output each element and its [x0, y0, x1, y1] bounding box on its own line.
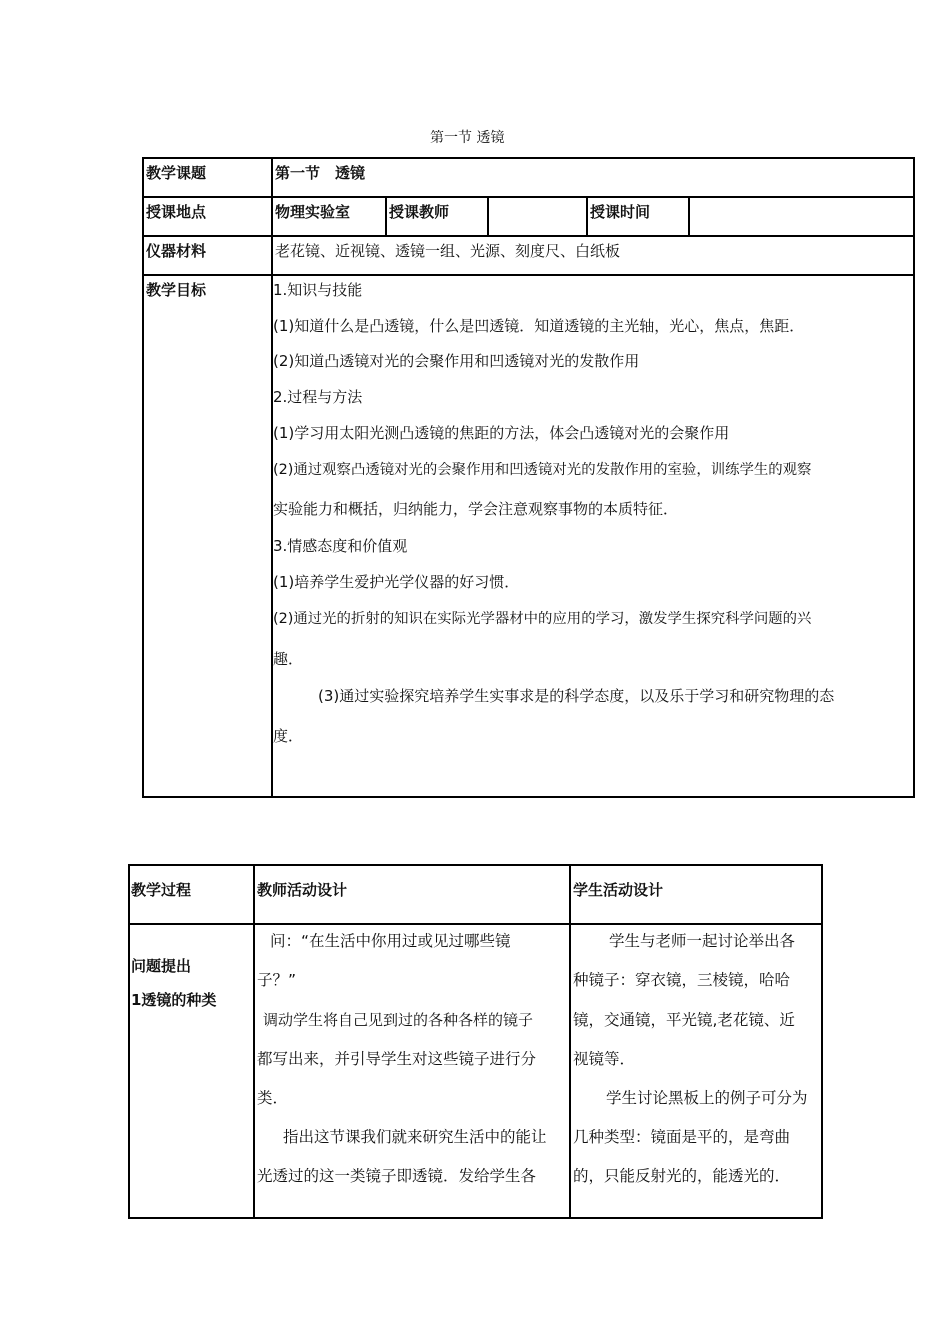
goal-line: 度．: [273, 727, 304, 745]
goal-line: (2)知道凸透镜对光的会聚作用和凹透镜对光的发散作用: [273, 352, 640, 370]
goal-line: 实验能力和概括，归纳能力，学会注意观察事物的本质特征．: [273, 500, 679, 518]
topic-value: 第一节 透镜: [275, 164, 366, 182]
table-border: [128, 1217, 823, 1219]
student-line: 几种类型：镜面是平的，是弯曲: [573, 1128, 791, 1146]
goal-line: (2)通过光的折射的知识在实际光学器材中的应用的学习，激发学生探究科学问题的兴: [273, 611, 812, 627]
materials-value: 老花镜、近视镜、透镜一组、光源、刻度尺、白纸板: [275, 242, 621, 260]
goal-line: (1)学习用太阳光测凸透镜的焦距的方法，体会凸透镜对光的会聚作用: [273, 424, 730, 442]
materials-label: 仪器材料: [146, 242, 207, 260]
student-line: 学生讨论黑板上的例子可分为: [606, 1089, 808, 1107]
teacher-line: 光透过的这一类镜子即透镜．发给学生各: [257, 1167, 537, 1185]
table-border: [142, 235, 915, 237]
table-border: [253, 864, 255, 1219]
table-border: [142, 196, 915, 198]
table-border: [128, 864, 823, 866]
header-teacher-activity: 教师活动设计: [257, 881, 348, 899]
goal-line: (2)通过观察凸透镜对光的会聚作用和凹透镜对光的发散作用的室验，训练学生的观察: [273, 462, 812, 478]
teacher-line: 指出这节课我们就来研究生活中的能让: [283, 1128, 547, 1146]
student-line: 种镜子：穿衣镜，三棱镜，哈哈: [573, 971, 791, 989]
student-line: 的，只能反射光的，能透光的．: [573, 1167, 791, 1185]
stage-subtitle: 1透镜的种类: [131, 991, 217, 1009]
teacher-line: 子？”: [257, 971, 297, 989]
goal-line: 趣．: [273, 650, 304, 668]
teacher-line: 问：“在生活中你用过或见过哪些镜: [270, 932, 511, 950]
table-border: [913, 157, 915, 798]
student-line: 视镜等．: [573, 1050, 636, 1068]
table-border: [385, 196, 387, 236]
goal-line: (3)通过实验探究培养学生实事求是的科学态度，以及乐于学习和研究物理的态: [318, 687, 835, 705]
teacher-line: 都写出来，并引导学生对这些镜子进行分: [257, 1050, 537, 1068]
goal-line: (1)培养学生爱护光学仪器的好习惯．: [273, 573, 520, 591]
teacher-line: 类．: [257, 1089, 289, 1107]
table-border: [142, 796, 915, 798]
table-border: [586, 196, 588, 236]
table-border: [142, 157, 144, 798]
student-line: 学生与老师一起讨论举出各: [609, 932, 796, 950]
goals-label: 教学目标: [146, 281, 207, 299]
document-title: 第一节 透镜: [430, 130, 505, 146]
teacher-line: 调动学生将自己见到过的各种各样的镜子: [263, 1011, 534, 1029]
teacher-label: 授课教师: [389, 203, 450, 221]
table-border: [128, 923, 823, 925]
header-process: 教学过程: [131, 881, 192, 899]
table-border: [688, 196, 690, 236]
time-label: 授课时间: [590, 203, 651, 221]
table-border: [128, 864, 130, 1219]
table-border: [142, 157, 915, 159]
place-value: 物理实验室: [275, 203, 351, 221]
goal-line: (1)知道什么是凸透镜，什么是凹透镜．知道透镜的主光轴，光心，焦点，焦距．: [273, 317, 805, 335]
goal-heading: 1.知识与技能: [273, 281, 363, 299]
header-student-activity: 学生活动设计: [573, 881, 664, 899]
table-border: [142, 274, 915, 276]
topic-label: 教学课题: [146, 164, 207, 182]
table-border: [569, 864, 571, 1219]
goal-heading: 3.情感态度和价值观: [273, 537, 408, 555]
place-label: 授课地点: [146, 203, 207, 221]
table-border: [821, 864, 823, 1219]
table-border: [487, 196, 489, 236]
stage-title: 问题提出: [131, 957, 192, 975]
goal-heading: 2.过程与方法: [273, 388, 363, 406]
student-line: 镜，交通镜，平光镜,老花镜、近: [573, 1011, 795, 1029]
